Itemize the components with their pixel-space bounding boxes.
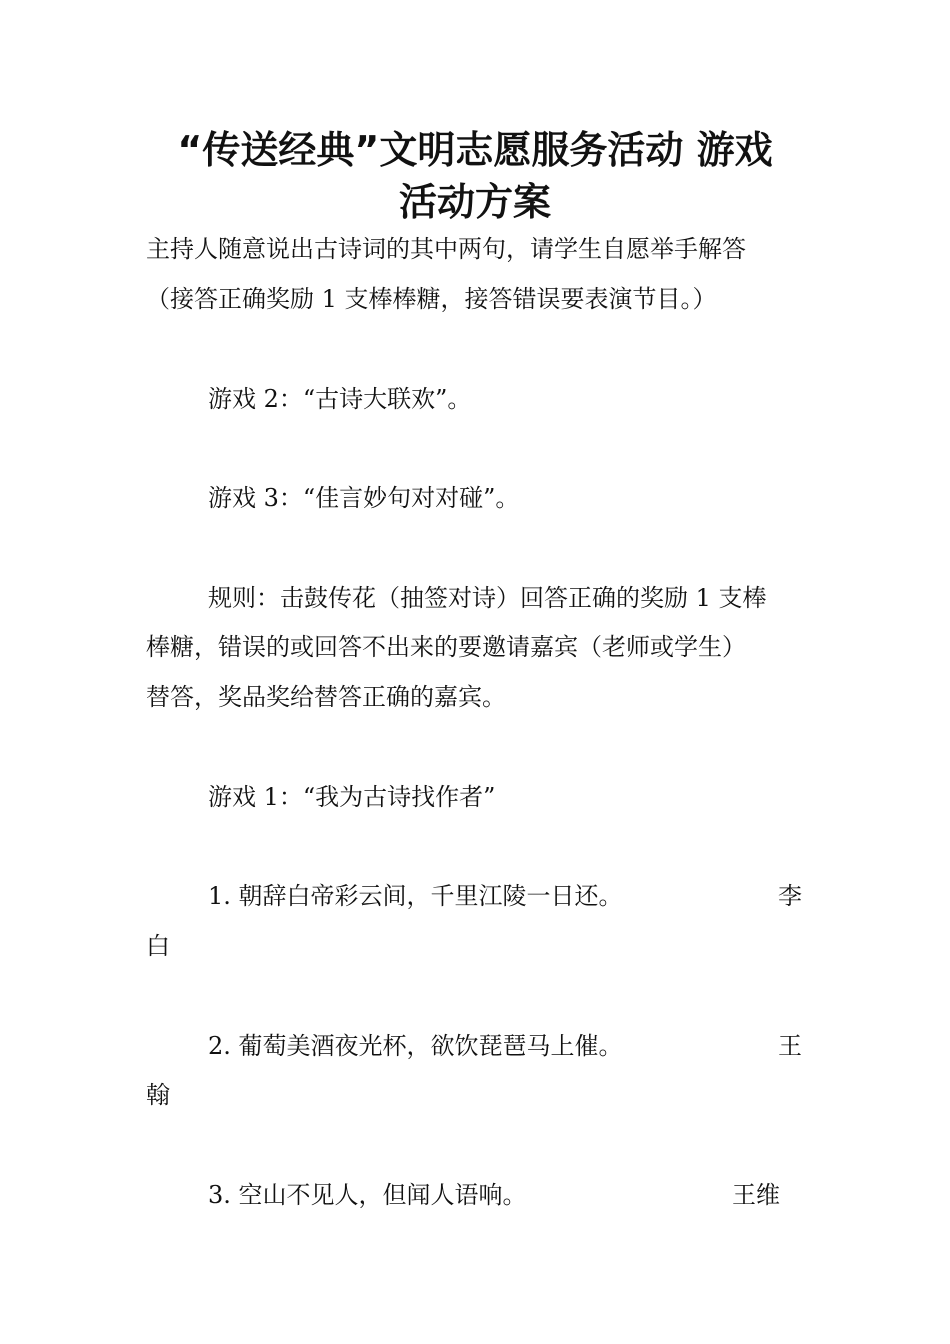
poem-item-2-verse: 2. 葡萄美酒夜光杯，欲饮琵琶马上催。 [208,1032,623,1060]
poem-item-2-author-part-1: 王 [778,1032,802,1060]
rules-line-2: 棒糖，错误的或回答不出来的要邀请嘉宾（老师或学生） [146,633,746,661]
poem-item-1-verse: 1. 朝辞白帝彩云间，千里江陵一日还。 [208,882,623,910]
poem-item-1-author-part-2: 白 [146,932,170,960]
poem-item-2-author-part-2: 翰 [146,1081,170,1109]
rules-line-3: 替答，奖品奖给替答正确的嘉宾。 [146,683,506,711]
poem-item-3-author: 王维 [732,1181,780,1209]
document-title-line-1: “传送经典”文明志愿服务活动 游戏 [177,128,773,172]
poem-item-3-verse: 3. 空山不见人，但闻人语响。 [208,1181,527,1209]
rules-line-1: 规则：击鼓传花（抽签对诗）回答正确的奖励 1 支棒 [208,584,767,612]
game-2-heading: 游戏 2：“古诗大联欢”。 [208,385,472,413]
document-title-line-2: 活动方案 [398,180,551,224]
game-3-heading: 游戏 3：“佳言妙句对对碰”。 [208,484,520,512]
poem-item-1-author-part-1: 李 [778,882,802,910]
intro-line-2: （接答正确奖励 1 支棒棒糖，接答错误要表演节目。） [146,285,717,313]
game-1-heading: 游戏 1：“我为古诗找作者” [208,783,496,811]
intro-line-1: 主持人随意说出古诗词的其中两句，请学生自愿举手解答 [146,235,746,263]
